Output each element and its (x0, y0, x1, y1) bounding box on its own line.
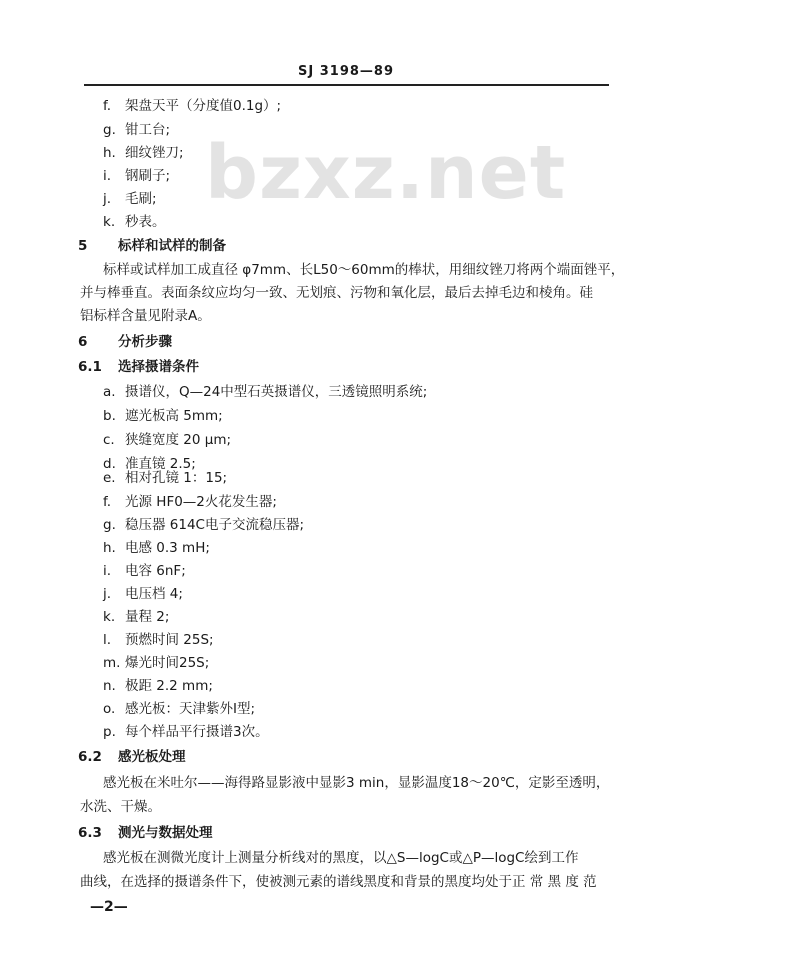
section-heading-6-1 (78, 355, 199, 375)
list-item (103, 605, 169, 625)
item-letter: f. (103, 494, 112, 510)
list-item (103, 628, 214, 648)
standard-code-header: SJ 3198—89 (298, 64, 394, 79)
section-title: 分析步骤 (118, 334, 172, 350)
item-letter: i. (103, 563, 112, 579)
item-text: 感光板：天津紫外Ⅰ型; (125, 701, 256, 717)
list-item (103, 697, 255, 717)
item-letter: k. (103, 214, 116, 230)
list-item (103, 118, 170, 138)
list-item (103, 141, 184, 161)
item-letter: p. (103, 724, 116, 740)
item-letter: i. (103, 168, 112, 184)
item-text: 光源 HF0—2火花发生器; (125, 494, 277, 510)
list-item (103, 536, 210, 556)
list-item (103, 380, 427, 400)
item-text: 量程 2; (125, 609, 170, 625)
item-letter: c. (103, 432, 115, 448)
header-rule (84, 84, 609, 86)
item-letter: a. (103, 384, 116, 400)
item-letter: g. (103, 122, 116, 138)
list-item (103, 559, 186, 579)
item-text: 电容 6nF; (125, 563, 186, 579)
list-item (103, 490, 277, 510)
item-letter: k. (103, 609, 116, 625)
item-text: 摄谱仪，Q—24中型石英摄谱仪，三透镜照明系统; (125, 384, 428, 400)
item-letter: d. (103, 456, 116, 472)
section-title: 感光板处理 (118, 749, 186, 765)
list-item (103, 164, 170, 184)
item-letter: g. (103, 517, 116, 533)
item-text: 稳压器 614C电子交流稳压器; (125, 517, 305, 533)
item-letter: b. (103, 408, 116, 424)
watermark: bzxz.net (205, 130, 567, 216)
item-text: 细纹锉刀; (125, 145, 184, 161)
item-text: 极距 2.2 mm; (125, 678, 213, 694)
item-text: 相对孔镜 1：15; (125, 470, 228, 486)
item-text: 狭缝宽度 20 μm; (125, 432, 232, 448)
list-item (103, 187, 157, 207)
item-letter: h. (103, 540, 116, 556)
item-text: 电感 0.3 mH; (125, 540, 210, 556)
page-number: —2— (90, 899, 128, 915)
list-item (103, 466, 227, 486)
item-letter: n. (103, 678, 116, 694)
section-number: 5 (78, 238, 88, 254)
list-item (103, 513, 304, 533)
item-text: 架盘天平（分度值0.1g）; (125, 98, 282, 114)
paragraph-line: 标样或试样加工成直径 φ7mm、长L50～60mm的棒状，用细纹锉刀将两个端面锉平， (103, 262, 625, 278)
list-item (103, 404, 223, 424)
list-item (103, 210, 166, 230)
item-text: 钳工台; (125, 122, 171, 138)
item-text: 遮光板高 5mm; (125, 408, 223, 424)
list-item (103, 674, 213, 694)
item-text: 爆光时间25S; (125, 655, 210, 671)
item-letter: h. (103, 145, 116, 161)
list-item (103, 428, 231, 448)
item-text: 毛刷; (125, 191, 157, 207)
section-title: 选择摄谱条件 (118, 359, 199, 375)
item-text: 钢刷子; (125, 168, 171, 184)
list-item (103, 94, 281, 114)
item-text: 电压档 4; (125, 586, 183, 602)
item-letter: l. (103, 632, 112, 648)
item-text: 准直镜 2.5; (125, 456, 196, 472)
paragraph-line: 并与棒垂直。表面条纹应均匀一致、无划痕、污物和氧化层，最后去掉毛边和棱角。硅 (80, 285, 593, 301)
item-letter: j. (103, 586, 112, 602)
item-letter: o. (103, 701, 116, 717)
list-item (103, 582, 183, 602)
paragraph-line: 铝标样含量见附录A。 (80, 308, 211, 324)
item-letter: m. (103, 655, 121, 671)
list-item (103, 720, 269, 740)
section-title: 标样和试样的制备 (118, 238, 226, 254)
item-letter: f. (103, 98, 112, 114)
section-number: 6.3 (78, 825, 102, 841)
section-number: 6.2 (78, 749, 102, 765)
paragraph-line: 曲线，在选择的摄谱条件下，使被测元素的谱线黑度和背景的黑度均处于正 常 黑 度 范 (80, 874, 597, 890)
item-letter: j. (103, 191, 112, 207)
section-heading-6 (78, 330, 172, 350)
section-heading-6-2 (78, 745, 186, 765)
item-letter: e. (103, 470, 116, 486)
paragraph-line: 水洗、干燥。 (80, 799, 161, 815)
item-text: 秒表。 (125, 214, 166, 230)
section-title: 测光与数据处理 (118, 825, 213, 841)
section-heading-6-3 (78, 821, 213, 841)
section-number: 6.1 (78, 359, 102, 375)
section-number: 6 (78, 334, 88, 350)
paragraph-line: 感光板在测微光度计上测量分析线对的黑度，以△S—logC或△P—logC绘到工作 (103, 850, 579, 866)
item-text: 预燃时间 25S; (125, 632, 214, 648)
paragraph-line: 感光板在米吐尔——海得路显影液中显影3 min，显影温度18～20℃，定影至透明， (103, 775, 610, 791)
section-heading-5 (78, 234, 226, 254)
item-text: 每个样品平行摄谱3次。 (125, 724, 269, 740)
list-item (103, 651, 209, 671)
